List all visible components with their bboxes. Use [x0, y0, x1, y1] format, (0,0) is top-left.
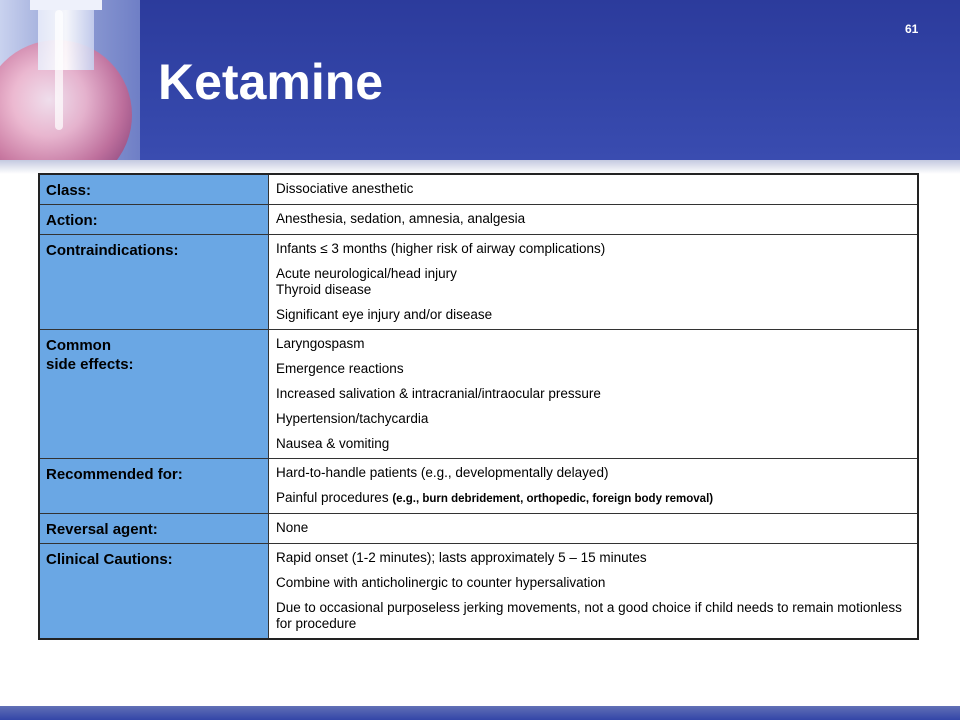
list-item: Emergence reactions [276, 361, 404, 376]
list-item: None [276, 520, 309, 535]
row-content-cautions [269, 544, 919, 640]
row-label-contraindications: Contraindications: [39, 235, 269, 330]
row-content-action [269, 205, 919, 235]
header-banner [0, 0, 960, 160]
list-item: Dissociative anesthetic [276, 181, 414, 196]
header-shadow [0, 160, 960, 174]
row-content-recommended [269, 459, 919, 514]
list-item: Infants ≤ 3 months (higher risk of airway complications) [276, 241, 606, 256]
list-item: Combine with anticholinergic to counter hypersalivation [276, 575, 606, 590]
drug-info-table [38, 173, 919, 640]
list-item: Rapid onset (1-2 minutes); lasts approximately 5 – 15 minutes [276, 550, 647, 565]
list-item: Increased salivation & intracranial/intraocular pressure [276, 386, 601, 401]
list-item: Hypertension/tachycardia [276, 411, 429, 426]
list-item: Significant eye injury and/or disease [276, 307, 493, 322]
list-item: Acute neurological/head injury [276, 266, 457, 281]
item-detail: (e.g., burn debridement, orthopedic, foreign body removal) [392, 493, 714, 505]
label-line: Common [46, 337, 111, 354]
table-row [39, 544, 918, 640]
table-row [39, 514, 918, 544]
list-item: Anesthesia, sedation, amnesia, analgesia [276, 211, 526, 226]
row-label-class: Class: [39, 174, 269, 205]
list-item [276, 490, 909, 507]
list-item: Nausea & vomiting [276, 436, 390, 451]
row-label-side-effects [39, 330, 269, 459]
slide-number: 61 [905, 22, 919, 36]
list-item: Due to occasional purposeless jerking movements, not a good choice if child needs to remain motionless for procedure [276, 600, 902, 631]
list-item: Laryngospasm [276, 336, 365, 351]
list-item: Thyroid disease [276, 282, 372, 297]
row-content-contraindications [269, 235, 919, 330]
list-item: Hard-to-handle patients (e.g., developmentally delayed) [276, 465, 609, 480]
table-row [39, 235, 918, 330]
footer-bar [0, 706, 960, 720]
row-label-cautions: Clinical Cautions: [39, 544, 269, 640]
table-row [39, 459, 918, 514]
slide-title: Ketamine [158, 54, 384, 110]
row-label-action: Action: [39, 205, 269, 235]
table-row [39, 330, 918, 459]
row-label-recommended: Recommended for: [39, 459, 269, 514]
table-row [39, 174, 918, 205]
row-content-class [269, 174, 919, 205]
item-text: Painful procedures [276, 490, 389, 505]
table-row [39, 205, 918, 235]
row-content-reversal [269, 514, 919, 544]
flask-image [0, 0, 140, 160]
row-label-reversal: Reversal agent: [39, 514, 269, 544]
row-content-side-effects [269, 330, 919, 459]
label-line: side effects: [46, 356, 134, 373]
